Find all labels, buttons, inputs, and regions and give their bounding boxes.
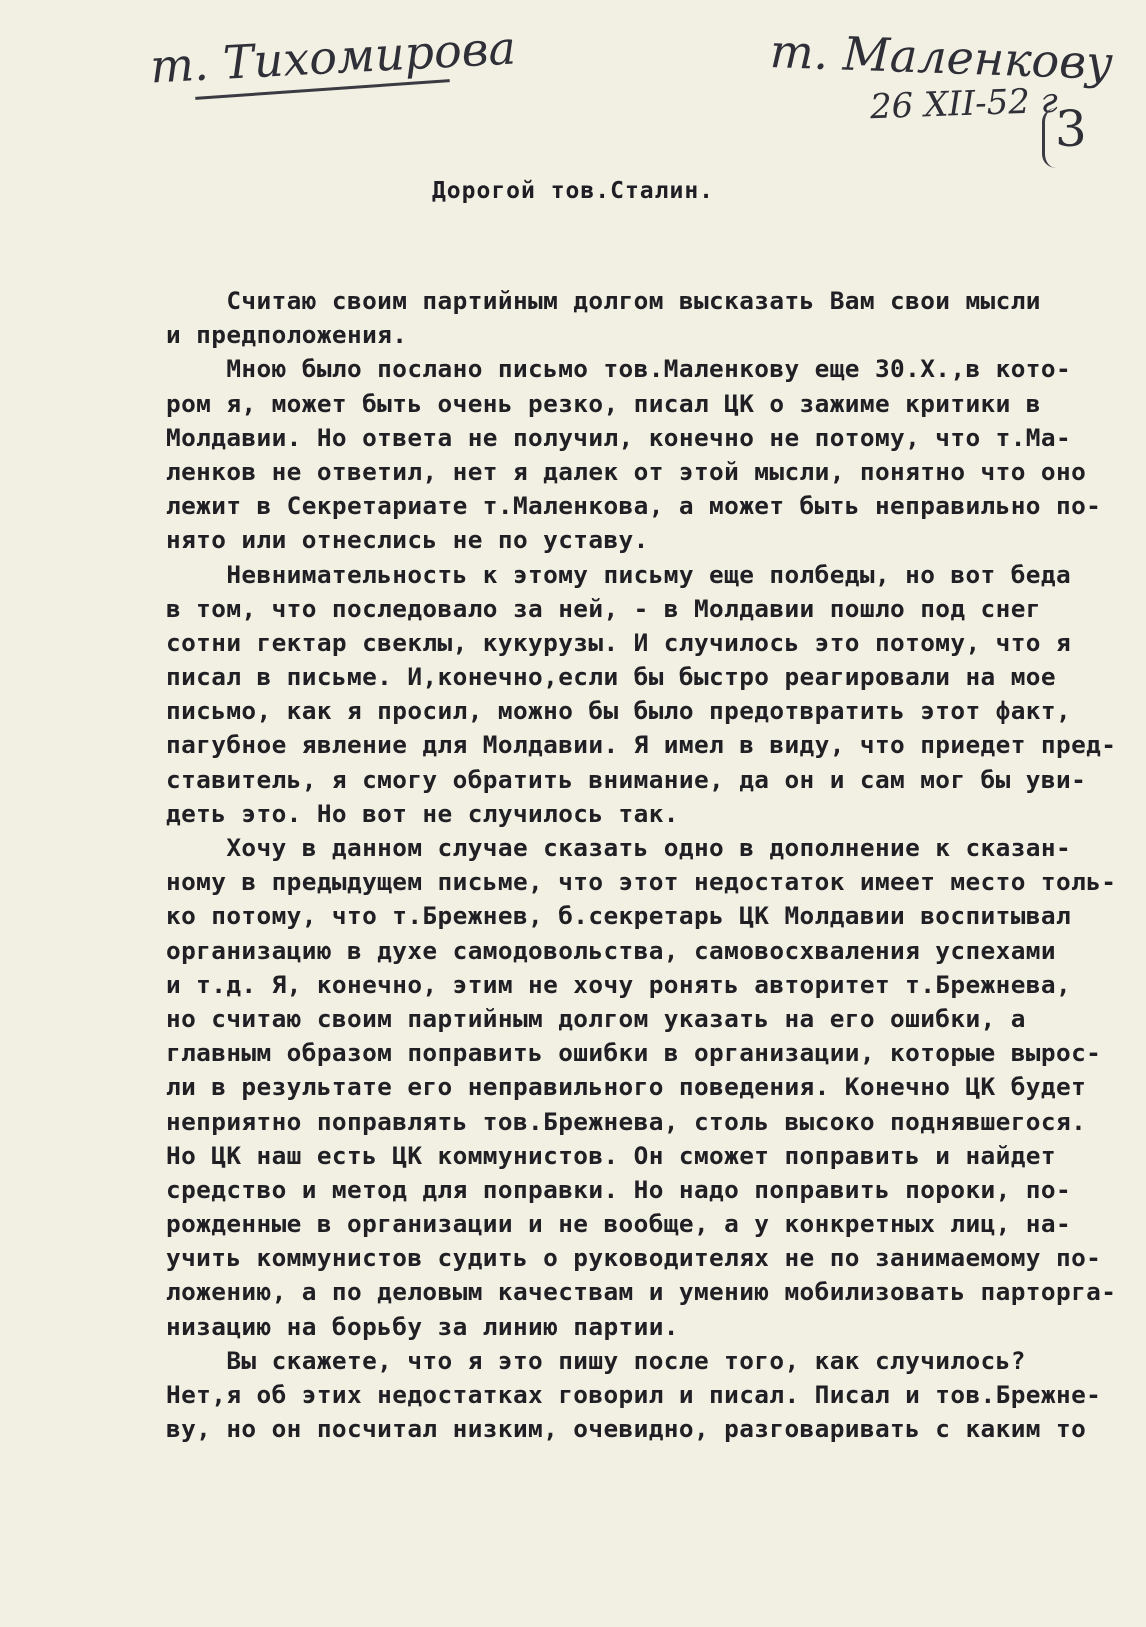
text-line: Нет,я об этих недостатках говорил и писал. Писал и тов.Брежне- — [166, 1380, 1102, 1409]
text-line: лежит в Секретариате т.Маленкова, а может быть неправильно по- — [166, 491, 1102, 521]
text-line: писал в письме. И,конечно,если бы быстро реагировали на мое — [166, 662, 1056, 692]
salutation: Дорогой тов.Сталин. — [431, 178, 715, 204]
text-line: главным образом поправить ошибки в организации, которые вырос- — [166, 1038, 1102, 1068]
handwritten-addressee-left: т. Тихомирова — [148, 20, 518, 94]
text-line: ко потому, что т.Брежнев, б.секретарь ЦК Молдавии воспитывал — [166, 901, 1072, 931]
text-line: нято или отнеслись не по уставу. — [166, 525, 649, 555]
page-number: 3 — [1055, 100, 1087, 158]
handwritten-date: 26 XII-52 г — [869, 80, 1059, 128]
text-line: и т.д. Я, конечно, этим не хочу ронять авторитет т.Брежнева, — [166, 969, 1072, 999]
text-line: низацию на борьбу за линию партии. — [166, 1311, 679, 1341]
text-line: в том, что последовало за ней, - в Молдавии пошло под снег — [166, 593, 1041, 623]
handwritten-addressee-right: т. Маленкову — [769, 24, 1114, 90]
text-line: ли в результате его неправильного поведения. Конечно ЦК будет — [166, 1072, 1087, 1102]
text-line: пагубное явление для Молдавии. Я имел в виду, что приедет пред- — [166, 730, 1117, 760]
text-line: письмо, как я просил, можно бы было предотвратить этот факт, — [166, 696, 1072, 726]
text-line: ром я, может быть очень резко, писал ЦК о зажиме критики в — [166, 388, 1041, 418]
text-line: ленков не ответил, нет я далек от этой мысли, понятно что оно — [166, 456, 1087, 486]
text-line: рожденные в организации и не вообще, а у конкретных лиц, на- — [166, 1209, 1072, 1239]
text-line: неприятно поправлять тов.Брежнева, столь высоко поднявшегося. — [166, 1106, 1087, 1136]
text-line: Молдавии. Но ответа не получил, конечно не потому, что т.Ма- — [166, 422, 1072, 452]
text-line: средство и метод для поправки. Но надо поправить пороки, по- — [166, 1174, 1072, 1204]
text-line: учить коммунистов судить о руководителях не по занимаемому по- — [166, 1243, 1102, 1273]
text-line: Мною было послано письмо тов.Маленкову еще 30.Х.,в кото- — [166, 354, 1072, 384]
text-line: Вы скажете, что я это пишу после того, как случилось? — [166, 1345, 1026, 1375]
text-line: ному в предыдущем письме, что этот недостаток имеет место толь- — [166, 867, 1117, 897]
text-line: и предположения. — [166, 320, 408, 350]
text-line: ставитель, я смогу обратить внимание, да он и сам мог бы уви- — [166, 764, 1087, 794]
text-line: ву, но он посчитал низким, очевидно, разговаривать с каким то — [166, 1414, 1087, 1444]
text-line: Невнимательность к этому письму еще полбеды, но вот беда — [166, 559, 1072, 589]
text-line: ложению, а по деловым качествам и умению мобилизовать парторга- — [166, 1277, 1117, 1307]
letter-body — [166, 284, 1126, 1446]
text-line: организацию в духе самодовольства, самовосхваления успехами — [166, 935, 1056, 965]
text-line: Считаю своим партийным долгом высказать Вам свои мысли — [166, 286, 1041, 315]
text-line: Но ЦК наш есть ЦК коммунистов. Он сможет поправить и найдет — [166, 1140, 1056, 1170]
text-line: деть это. Но вот не случилось так. — [166, 798, 679, 828]
text-line: сотни гектар свеклы, кукурузы. И случилось это потому, что я — [166, 627, 1072, 657]
text-line: Хочу в данном случае сказать одно в дополнение к сказан- — [166, 833, 1072, 862]
text-line: но считаю своим партийным долгом указать на его ошибки, а — [166, 1003, 1026, 1033]
